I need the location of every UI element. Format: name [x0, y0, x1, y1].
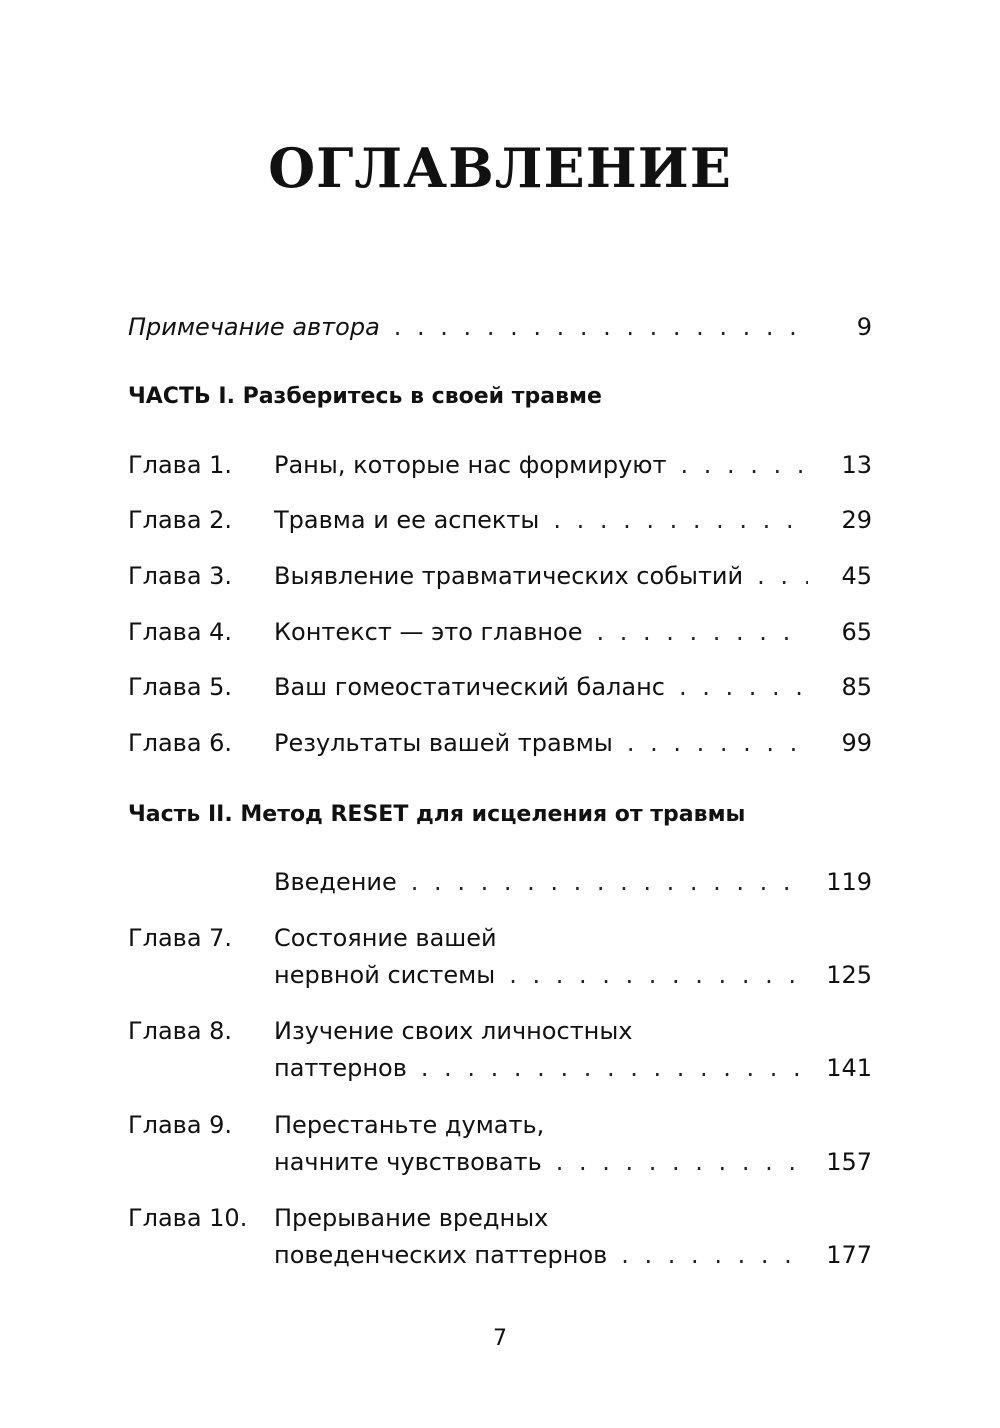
chapter-title-line-2: нервной системы	[274, 961, 496, 989]
chapter-title: Травма и ее аспекты	[274, 506, 540, 534]
page-title: ОГЛАВЛЕНИЕ	[268, 136, 732, 200]
toc-page-number: 157	[826, 1148, 872, 1176]
dot-leader	[509, 957, 808, 993]
toc-page-number: 13	[841, 451, 872, 479]
chapter-title-line-2: паттернов	[274, 1054, 407, 1082]
part-heading-1: ЧАСТЬ I. Разберитесь в своей травме	[128, 384, 602, 409]
toc-page-number: 99	[841, 729, 872, 757]
chapter-title-line-1: Изучение своих личностных	[274, 1017, 633, 1045]
toc-page-number: 85	[841, 673, 872, 701]
toc-chapter-8-cont[interactable]	[128, 1050, 872, 1086]
chapter-title-line-2: поведенческих паттернов	[274, 1241, 608, 1269]
chapter-title: Ваш гомеостатический баланс	[274, 673, 665, 701]
toc-page-number: 177	[826, 1241, 872, 1269]
chapter-label: Глава 1.	[128, 451, 233, 479]
toc-author-note[interactable]	[128, 309, 872, 345]
toc-chapter-2[interactable]	[128, 502, 872, 538]
chapter-label: Глава 3.	[128, 562, 233, 590]
dot-leader	[553, 502, 808, 538]
toc-page-number: 125	[826, 961, 872, 989]
chapter-label: Глава 5.	[128, 673, 233, 701]
dot-leader	[679, 669, 808, 705]
chapter-title-line-1: Прерывание вредных	[274, 1204, 549, 1232]
chapter-label: Глава 4.	[128, 618, 233, 646]
chapter-label: Глава 7.	[128, 924, 233, 952]
toc-entry-title: Примечание автора	[128, 313, 380, 341]
dot-leader	[627, 725, 808, 761]
toc-chapter-10-cont[interactable]	[128, 1237, 872, 1273]
toc-chapter-8[interactable]	[128, 1013, 872, 1049]
chapter-title-line-1: Состояние вашей	[274, 924, 497, 952]
chapter-label: Глава 2.	[128, 506, 233, 534]
toc-page-number: 119	[826, 868, 872, 896]
toc-chapter-6[interactable]	[128, 725, 872, 761]
chapter-title: Введение	[274, 868, 397, 896]
dot-leader	[411, 864, 808, 900]
dot-leader	[556, 1144, 808, 1180]
toc-chapter-4[interactable]	[128, 614, 872, 650]
toc-page-number: 141	[826, 1054, 872, 1082]
dot-leader	[680, 447, 808, 483]
toc-chapter-3[interactable]	[128, 558, 872, 594]
toc-introduction[interactable]	[128, 864, 872, 900]
chapter-label: Глава 8.	[128, 1017, 233, 1045]
dot-leader	[621, 1237, 808, 1273]
chapter-title: Раны, которые нас формируют	[274, 451, 667, 479]
toc-chapter-9-cont[interactable]	[128, 1144, 872, 1180]
chapter-title: Контекст — это главное	[274, 618, 583, 646]
dot-leader	[394, 309, 808, 345]
chapter-label: Глава 10.	[128, 1204, 248, 1232]
toc-chapter-5[interactable]	[128, 669, 872, 705]
toc-page-number: 65	[841, 618, 872, 646]
part-heading-2: Часть II. Метод RESET для исцеления от травмы	[128, 802, 746, 827]
dot-leader	[421, 1050, 808, 1086]
toc-chapter-7[interactable]	[128, 920, 872, 956]
toc-page-number: 9	[856, 313, 872, 341]
chapter-label: Глава 9.	[128, 1111, 233, 1139]
toc-page-number: 29	[841, 506, 872, 534]
toc-chapter-9[interactable]	[128, 1107, 872, 1143]
chapter-title-line-1: Перестаньте думать,	[274, 1111, 545, 1139]
toc-chapter-1[interactable]	[128, 447, 872, 483]
chapter-title-line-2: начните чувствовать	[274, 1148, 542, 1176]
toc-page-number: 45	[841, 562, 872, 590]
chapter-title: Результаты вашей травмы	[274, 729, 613, 757]
chapter-label: Глава 6.	[128, 729, 233, 757]
chapter-title: Выявление травматических событий	[274, 562, 744, 590]
toc-chapter-10[interactable]	[128, 1200, 872, 1236]
page-number: 7	[493, 1326, 507, 1351]
dot-leader	[597, 614, 809, 650]
toc-chapter-7-cont[interactable]	[128, 957, 872, 993]
dot-leader	[757, 558, 808, 594]
